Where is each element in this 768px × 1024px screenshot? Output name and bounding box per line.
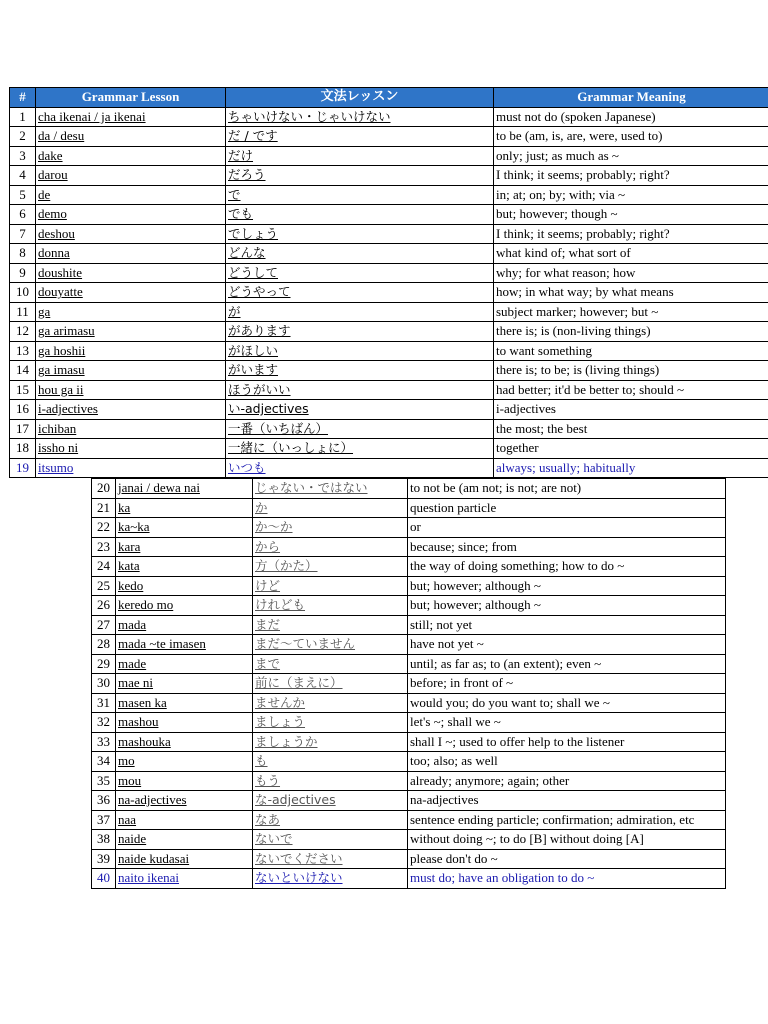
- japanese-cell: [253, 849, 408, 869]
- lesson-link[interactable]: naa: [118, 811, 137, 827]
- table-row: [92, 713, 726, 733]
- japanese-link[interactable]: なあ: [255, 811, 281, 827]
- table-row: [92, 635, 726, 655]
- meaning-cell: subject marker; however; but ~: [494, 302, 768, 322]
- japanese-cell: [226, 263, 494, 283]
- japanese-cell: [226, 439, 494, 459]
- table-row: [92, 518, 726, 538]
- lesson-cell: [36, 380, 226, 400]
- row-number: 23: [92, 537, 116, 557]
- row-number: 7: [10, 224, 36, 244]
- row-number: 27: [92, 615, 116, 635]
- lesson-link[interactable]: hou ga ii: [38, 381, 84, 397]
- lesson-link[interactable]: de: [38, 186, 51, 202]
- row-number: 15: [10, 380, 36, 400]
- japanese-link[interactable]: いつも: [228, 459, 266, 475]
- meaning-cell: the most; the best: [494, 419, 768, 439]
- japanese-cell: [253, 752, 408, 772]
- meaning-cell: would you; do you want to; shall we ~: [408, 693, 726, 713]
- japanese-cell: [226, 127, 494, 147]
- japanese-link[interactable]: だろう: [228, 167, 266, 183]
- japanese-link[interactable]: か〜か: [255, 519, 293, 535]
- table-row: [92, 752, 726, 772]
- table-row: [10, 341, 768, 361]
- table-row: [10, 302, 768, 322]
- lesson-cell: [116, 693, 253, 713]
- table-row: [92, 615, 726, 635]
- lesson-link[interactable]: ka~ka: [118, 519, 150, 535]
- lesson-cell: [36, 185, 226, 205]
- table-row: [10, 224, 768, 244]
- row-number: 32: [92, 713, 116, 733]
- japanese-cell: [253, 576, 408, 596]
- lesson-cell: [116, 791, 253, 811]
- row-number: 14: [10, 361, 36, 381]
- header-japanese-lesson: 文法レッスン: [226, 88, 494, 108]
- lesson-link[interactable]: cha ikenai / ja ikenai: [38, 108, 146, 124]
- japanese-link[interactable]: ちゃいけない・じゃいけない: [228, 108, 391, 124]
- row-number: 22: [92, 518, 116, 538]
- lesson-cell: [36, 283, 226, 303]
- japanese-cell: [253, 557, 408, 577]
- japanese-link[interactable]: 前に（まえに）: [255, 675, 343, 691]
- meaning-cell: how; in what way; by what means: [494, 283, 768, 303]
- lesson-cell: [36, 263, 226, 283]
- lesson-link[interactable]: kata: [118, 558, 140, 574]
- row-number: 38: [92, 830, 116, 850]
- lesson-cell: [116, 713, 253, 733]
- japanese-link[interactable]: がほしい: [228, 342, 279, 358]
- table-row: [92, 693, 726, 713]
- grammar-table-1: [9, 87, 768, 478]
- row-number: 36: [92, 791, 116, 811]
- row-number: 5: [10, 185, 36, 205]
- meaning-cell: I think; it seems; probably; right?: [494, 166, 768, 186]
- row-number: 29: [92, 654, 116, 674]
- lesson-link[interactable]: naito ikenai: [118, 870, 180, 886]
- japanese-link[interactable]: が: [228, 303, 241, 319]
- lesson-cell: [116, 557, 253, 577]
- row-number: 28: [92, 635, 116, 655]
- lesson-link[interactable]: ka: [118, 499, 131, 515]
- row-number: 19: [10, 458, 36, 478]
- row-number: 40: [92, 869, 116, 889]
- table-row: [92, 869, 726, 889]
- japanese-cell: [226, 400, 494, 420]
- lesson-cell: [116, 596, 253, 616]
- lesson-cell: [36, 419, 226, 439]
- japanese-cell: [226, 107, 494, 127]
- table-row: [92, 830, 726, 850]
- meaning-cell: always; usually; habitually: [494, 458, 768, 478]
- row-number: 1: [10, 107, 36, 127]
- japanese-link[interactable]: か: [255, 499, 268, 515]
- table-row: [10, 205, 768, 225]
- lesson-cell: [116, 869, 253, 889]
- japanese-link[interactable]: じゃない・ではない: [255, 480, 368, 496]
- lesson-link[interactable]: mo: [118, 753, 135, 769]
- table-row: [92, 479, 726, 499]
- row-number: 16: [10, 400, 36, 420]
- table-row: [10, 439, 768, 459]
- japanese-link[interactable]: ないでください: [255, 850, 343, 866]
- lesson-link[interactable]: ga arimasu: [38, 323, 95, 339]
- meaning-cell: must not do (spoken Japanese): [494, 107, 768, 127]
- japanese-cell: [226, 302, 494, 322]
- japanese-cell: [253, 830, 408, 850]
- japanese-link[interactable]: まだ: [255, 616, 281, 632]
- japanese-cell: [253, 479, 408, 499]
- japanese-link[interactable]: ほうがいい: [228, 381, 291, 397]
- lesson-link[interactable]: issho ni: [38, 440, 79, 456]
- row-number: 17: [10, 419, 36, 439]
- japanese-link[interactable]: どんな: [228, 245, 266, 261]
- table-row: [10, 185, 768, 205]
- lesson-cell: [36, 107, 226, 127]
- lesson-cell: [36, 302, 226, 322]
- meaning-cell: only; just; as much as ~: [494, 146, 768, 166]
- japanese-cell: [253, 713, 408, 733]
- table-row: [92, 654, 726, 674]
- meaning-cell: without doing ~; to do [B] without doing [A]: [408, 830, 726, 850]
- lesson-cell: [116, 498, 253, 518]
- lesson-cell: [116, 615, 253, 635]
- meaning-cell: must do; have an obligation to do ~: [408, 869, 726, 889]
- table-row: [10, 322, 768, 342]
- lesson-cell: [36, 146, 226, 166]
- table-row: [92, 810, 726, 830]
- japanese-cell: [253, 674, 408, 694]
- table-row: [10, 419, 768, 439]
- lesson-link[interactable]: kedo: [118, 577, 144, 593]
- lesson-link[interactable]: mashouka: [118, 733, 171, 749]
- meaning-cell: have not yet ~: [408, 635, 726, 655]
- lesson-link[interactable]: ga hoshii: [38, 342, 86, 358]
- japanese-cell: [253, 518, 408, 538]
- lesson-cell: [36, 244, 226, 264]
- meaning-cell: still; not yet: [408, 615, 726, 635]
- japanese-link[interactable]: ないで: [255, 831, 293, 847]
- japanese-cell: [253, 732, 408, 752]
- lesson-cell: [116, 674, 253, 694]
- japanese-cell: [226, 419, 494, 439]
- japanese-cell: [226, 322, 494, 342]
- lesson-link[interactable]: demo: [38, 206, 67, 222]
- lesson-link[interactable]: darou: [38, 167, 68, 183]
- row-number: 13: [10, 341, 36, 361]
- meaning-cell: why; for what reason; how: [494, 263, 768, 283]
- lesson-link[interactable]: kara: [118, 538, 141, 554]
- japanese-cell: [253, 654, 408, 674]
- japanese-link[interactable]: があります: [228, 323, 291, 339]
- row-number: 20: [92, 479, 116, 499]
- row-number: 26: [92, 596, 116, 616]
- japanese-cell: [226, 146, 494, 166]
- table-row: [92, 596, 726, 616]
- row-number: 11: [10, 302, 36, 322]
- lesson-link[interactable]: deshou: [38, 225, 75, 241]
- japanese-cell: [226, 224, 494, 244]
- meaning-cell: to want something: [494, 341, 768, 361]
- lesson-link[interactable]: made: [118, 655, 147, 671]
- lesson-link[interactable]: janai / dewa nai: [118, 480, 200, 496]
- meaning-cell: before; in front of ~: [408, 674, 726, 694]
- japanese-cell: [226, 205, 494, 225]
- lesson-link[interactable]: masen ka: [118, 694, 167, 710]
- lesson-link[interactable]: i-adjectives: [38, 401, 98, 417]
- lesson-link[interactable]: donna: [38, 245, 70, 261]
- lesson-cell: [116, 810, 253, 830]
- lesson-cell: [116, 518, 253, 538]
- japanese-cell: [226, 361, 494, 381]
- header-grammar-meaning: Grammar Meaning: [494, 88, 768, 108]
- meaning-cell: question particle: [408, 498, 726, 518]
- japanese-link[interactable]: どうして: [228, 264, 279, 280]
- japanese-link[interactable]: ませんか: [255, 694, 306, 710]
- lesson-link[interactable]: da / desu: [38, 128, 85, 144]
- japanese-link[interactable]: 方（かた）: [255, 558, 318, 574]
- japanese-cell: [253, 537, 408, 557]
- lesson-cell: [116, 635, 253, 655]
- table-row: [10, 263, 768, 283]
- grammar-table-2: [91, 478, 726, 889]
- meaning-cell: until; as far as; to (an extent); even ~: [408, 654, 726, 674]
- japanese-link[interactable]: だけ: [228, 147, 254, 163]
- table-row: [10, 458, 768, 478]
- header-number: #: [10, 88, 36, 108]
- row-number: 10: [10, 283, 36, 303]
- lesson-link[interactable]: naide kudasai: [118, 850, 190, 866]
- table-row: [10, 283, 768, 303]
- meaning-cell: too; also; as well: [408, 752, 726, 772]
- lesson-link[interactable]: mada ~te imasen: [118, 636, 206, 652]
- japanese-link[interactable]: い-adjectives: [228, 401, 309, 417]
- japanese-link[interactable]: でも: [228, 206, 254, 222]
- lesson-link[interactable]: ga: [38, 303, 51, 319]
- table-row: [10, 380, 768, 400]
- japanese-cell: [253, 615, 408, 635]
- japanese-cell: [226, 244, 494, 264]
- table-row: [10, 146, 768, 166]
- meaning-cell: because; since; from: [408, 537, 726, 557]
- table-row: [10, 166, 768, 186]
- meaning-cell: together: [494, 439, 768, 459]
- row-number: 2: [10, 127, 36, 147]
- meaning-cell: but; however; although ~: [408, 576, 726, 596]
- row-number: 33: [92, 732, 116, 752]
- table-row: [10, 400, 768, 420]
- lesson-cell: [116, 479, 253, 499]
- japanese-link[interactable]: まだ〜ていません: [255, 636, 356, 652]
- japanese-cell: [253, 693, 408, 713]
- table-row: [92, 732, 726, 752]
- row-number: 18: [10, 439, 36, 459]
- lesson-link[interactable]: dake: [38, 147, 63, 163]
- meaning-cell: there is; to be; is (living things): [494, 361, 768, 381]
- japanese-link[interactable]: な-adjectives: [255, 792, 336, 808]
- japanese-link[interactable]: ましょう: [255, 714, 306, 730]
- japanese-link[interactable]: けれども: [255, 597, 306, 613]
- japanese-link[interactable]: どうやって: [228, 284, 291, 300]
- row-number: 25: [92, 576, 116, 596]
- table-header-row: [10, 88, 768, 108]
- row-number: 8: [10, 244, 36, 264]
- japanese-cell: [253, 869, 408, 889]
- meaning-cell: to not be (am not; is not; are not): [408, 479, 726, 499]
- meaning-cell: shall I ~; used to offer help to the listener: [408, 732, 726, 752]
- lesson-cell: [116, 576, 253, 596]
- japanese-cell: [253, 771, 408, 791]
- table-row: [92, 674, 726, 694]
- lesson-link[interactable]: mashou: [118, 714, 159, 730]
- lesson-cell: [36, 127, 226, 147]
- japanese-cell: [253, 498, 408, 518]
- lesson-cell: [36, 166, 226, 186]
- table-row: [92, 498, 726, 518]
- japanese-link[interactable]: 一緒に（いっしょに）: [228, 440, 354, 456]
- row-number: 34: [92, 752, 116, 772]
- table-row: [92, 849, 726, 869]
- meaning-cell: what kind of; what sort of: [494, 244, 768, 264]
- meaning-cell: there is; is (non-living things): [494, 322, 768, 342]
- meaning-cell: please don't do ~: [408, 849, 726, 869]
- row-number: 4: [10, 166, 36, 186]
- meaning-cell: to be (am, is, are, were, used to): [494, 127, 768, 147]
- table-row: [92, 537, 726, 557]
- japanese-link[interactable]: まで: [255, 655, 281, 671]
- meaning-cell: but; however; though ~: [494, 205, 768, 225]
- meaning-cell: had better; it'd be better to; should ~: [494, 380, 768, 400]
- lesson-link[interactable]: itsumo: [38, 459, 74, 475]
- table-row: [92, 771, 726, 791]
- japanese-link[interactable]: から: [255, 538, 281, 554]
- meaning-cell: let's ~; shall we ~: [408, 713, 726, 733]
- row-number: 37: [92, 810, 116, 830]
- lesson-cell: [36, 439, 226, 459]
- header-grammar-lesson: Grammar Lesson: [36, 88, 226, 108]
- japanese-link[interactable]: ましょうか: [255, 733, 318, 749]
- row-number: 21: [92, 498, 116, 518]
- lesson-cell: [36, 361, 226, 381]
- lesson-link[interactable]: mada: [118, 616, 147, 632]
- japanese-link[interactable]: がいます: [228, 362, 279, 378]
- row-number: 12: [10, 322, 36, 342]
- row-number: 24: [92, 557, 116, 577]
- japanese-cell: [253, 791, 408, 811]
- lesson-cell: [36, 205, 226, 225]
- lesson-cell: [116, 732, 253, 752]
- row-number: 31: [92, 693, 116, 713]
- lesson-link[interactable]: mou: [118, 772, 142, 788]
- lesson-cell: [116, 537, 253, 557]
- japanese-link[interactable]: けど: [255, 577, 281, 593]
- meaning-cell: i-adjectives: [494, 400, 768, 420]
- lesson-link[interactable]: ichiban: [38, 420, 77, 436]
- lesson-link[interactable]: mae ni: [118, 675, 154, 691]
- japanese-link[interactable]: で: [228, 186, 241, 202]
- table-row: [10, 107, 768, 127]
- lesson-cell: [116, 654, 253, 674]
- meaning-cell: in; at; on; by; with; via ~: [494, 185, 768, 205]
- japanese-cell: [226, 341, 494, 361]
- table-row: [10, 127, 768, 147]
- lesson-link[interactable]: keredo mo: [118, 597, 174, 613]
- japanese-cell: [253, 596, 408, 616]
- meaning-cell: na-adjectives: [408, 791, 726, 811]
- row-number: 39: [92, 849, 116, 869]
- meaning-cell: the way of doing something; how to do ~: [408, 557, 726, 577]
- japanese-cell: [226, 458, 494, 478]
- lesson-cell: [36, 224, 226, 244]
- meaning-cell: I think; it seems; probably; right?: [494, 224, 768, 244]
- lesson-cell: [116, 849, 253, 869]
- meaning-cell: already; anymore; again; other: [408, 771, 726, 791]
- japanese-cell: [253, 635, 408, 655]
- meaning-cell: sentence ending particle; confirmation; admiration, etc: [408, 810, 726, 830]
- japanese-link[interactable]: もう: [255, 772, 281, 788]
- japanese-link[interactable]: でしょう: [228, 225, 279, 241]
- lesson-cell: [36, 400, 226, 420]
- row-number: 9: [10, 263, 36, 283]
- meaning-cell: or: [408, 518, 726, 538]
- japanese-link[interactable]: も: [255, 753, 268, 769]
- table-row: [10, 244, 768, 264]
- japanese-link[interactable]: 一番（いちばん）: [228, 420, 329, 436]
- lesson-link[interactable]: na-adjectives: [118, 792, 187, 808]
- lesson-link[interactable]: douyatte: [38, 284, 83, 300]
- lesson-cell: [36, 322, 226, 342]
- japanese-cell: [226, 166, 494, 186]
- lesson-cell: [36, 341, 226, 361]
- table-row: [10, 361, 768, 381]
- japanese-cell: [226, 283, 494, 303]
- row-number: 30: [92, 674, 116, 694]
- row-number: 6: [10, 205, 36, 225]
- lesson-link[interactable]: doushite: [38, 264, 83, 280]
- japanese-cell: [226, 185, 494, 205]
- japanese-cell: [226, 380, 494, 400]
- lesson-cell: [36, 458, 226, 478]
- japanese-link[interactable]: だ / です: [228, 128, 278, 144]
- japanese-link[interactable]: ないといけない: [255, 870, 343, 886]
- lesson-cell: [116, 771, 253, 791]
- table-row: [92, 791, 726, 811]
- table-row: [92, 576, 726, 596]
- lesson-cell: [116, 830, 253, 850]
- lesson-cell: [116, 752, 253, 772]
- japanese-cell: [253, 810, 408, 830]
- table-row: [92, 557, 726, 577]
- lesson-link[interactable]: ga imasu: [38, 362, 85, 378]
- row-number: 3: [10, 146, 36, 166]
- row-number: 35: [92, 771, 116, 791]
- lesson-link[interactable]: naide: [118, 831, 147, 847]
- meaning-cell: but; however; although ~: [408, 596, 726, 616]
